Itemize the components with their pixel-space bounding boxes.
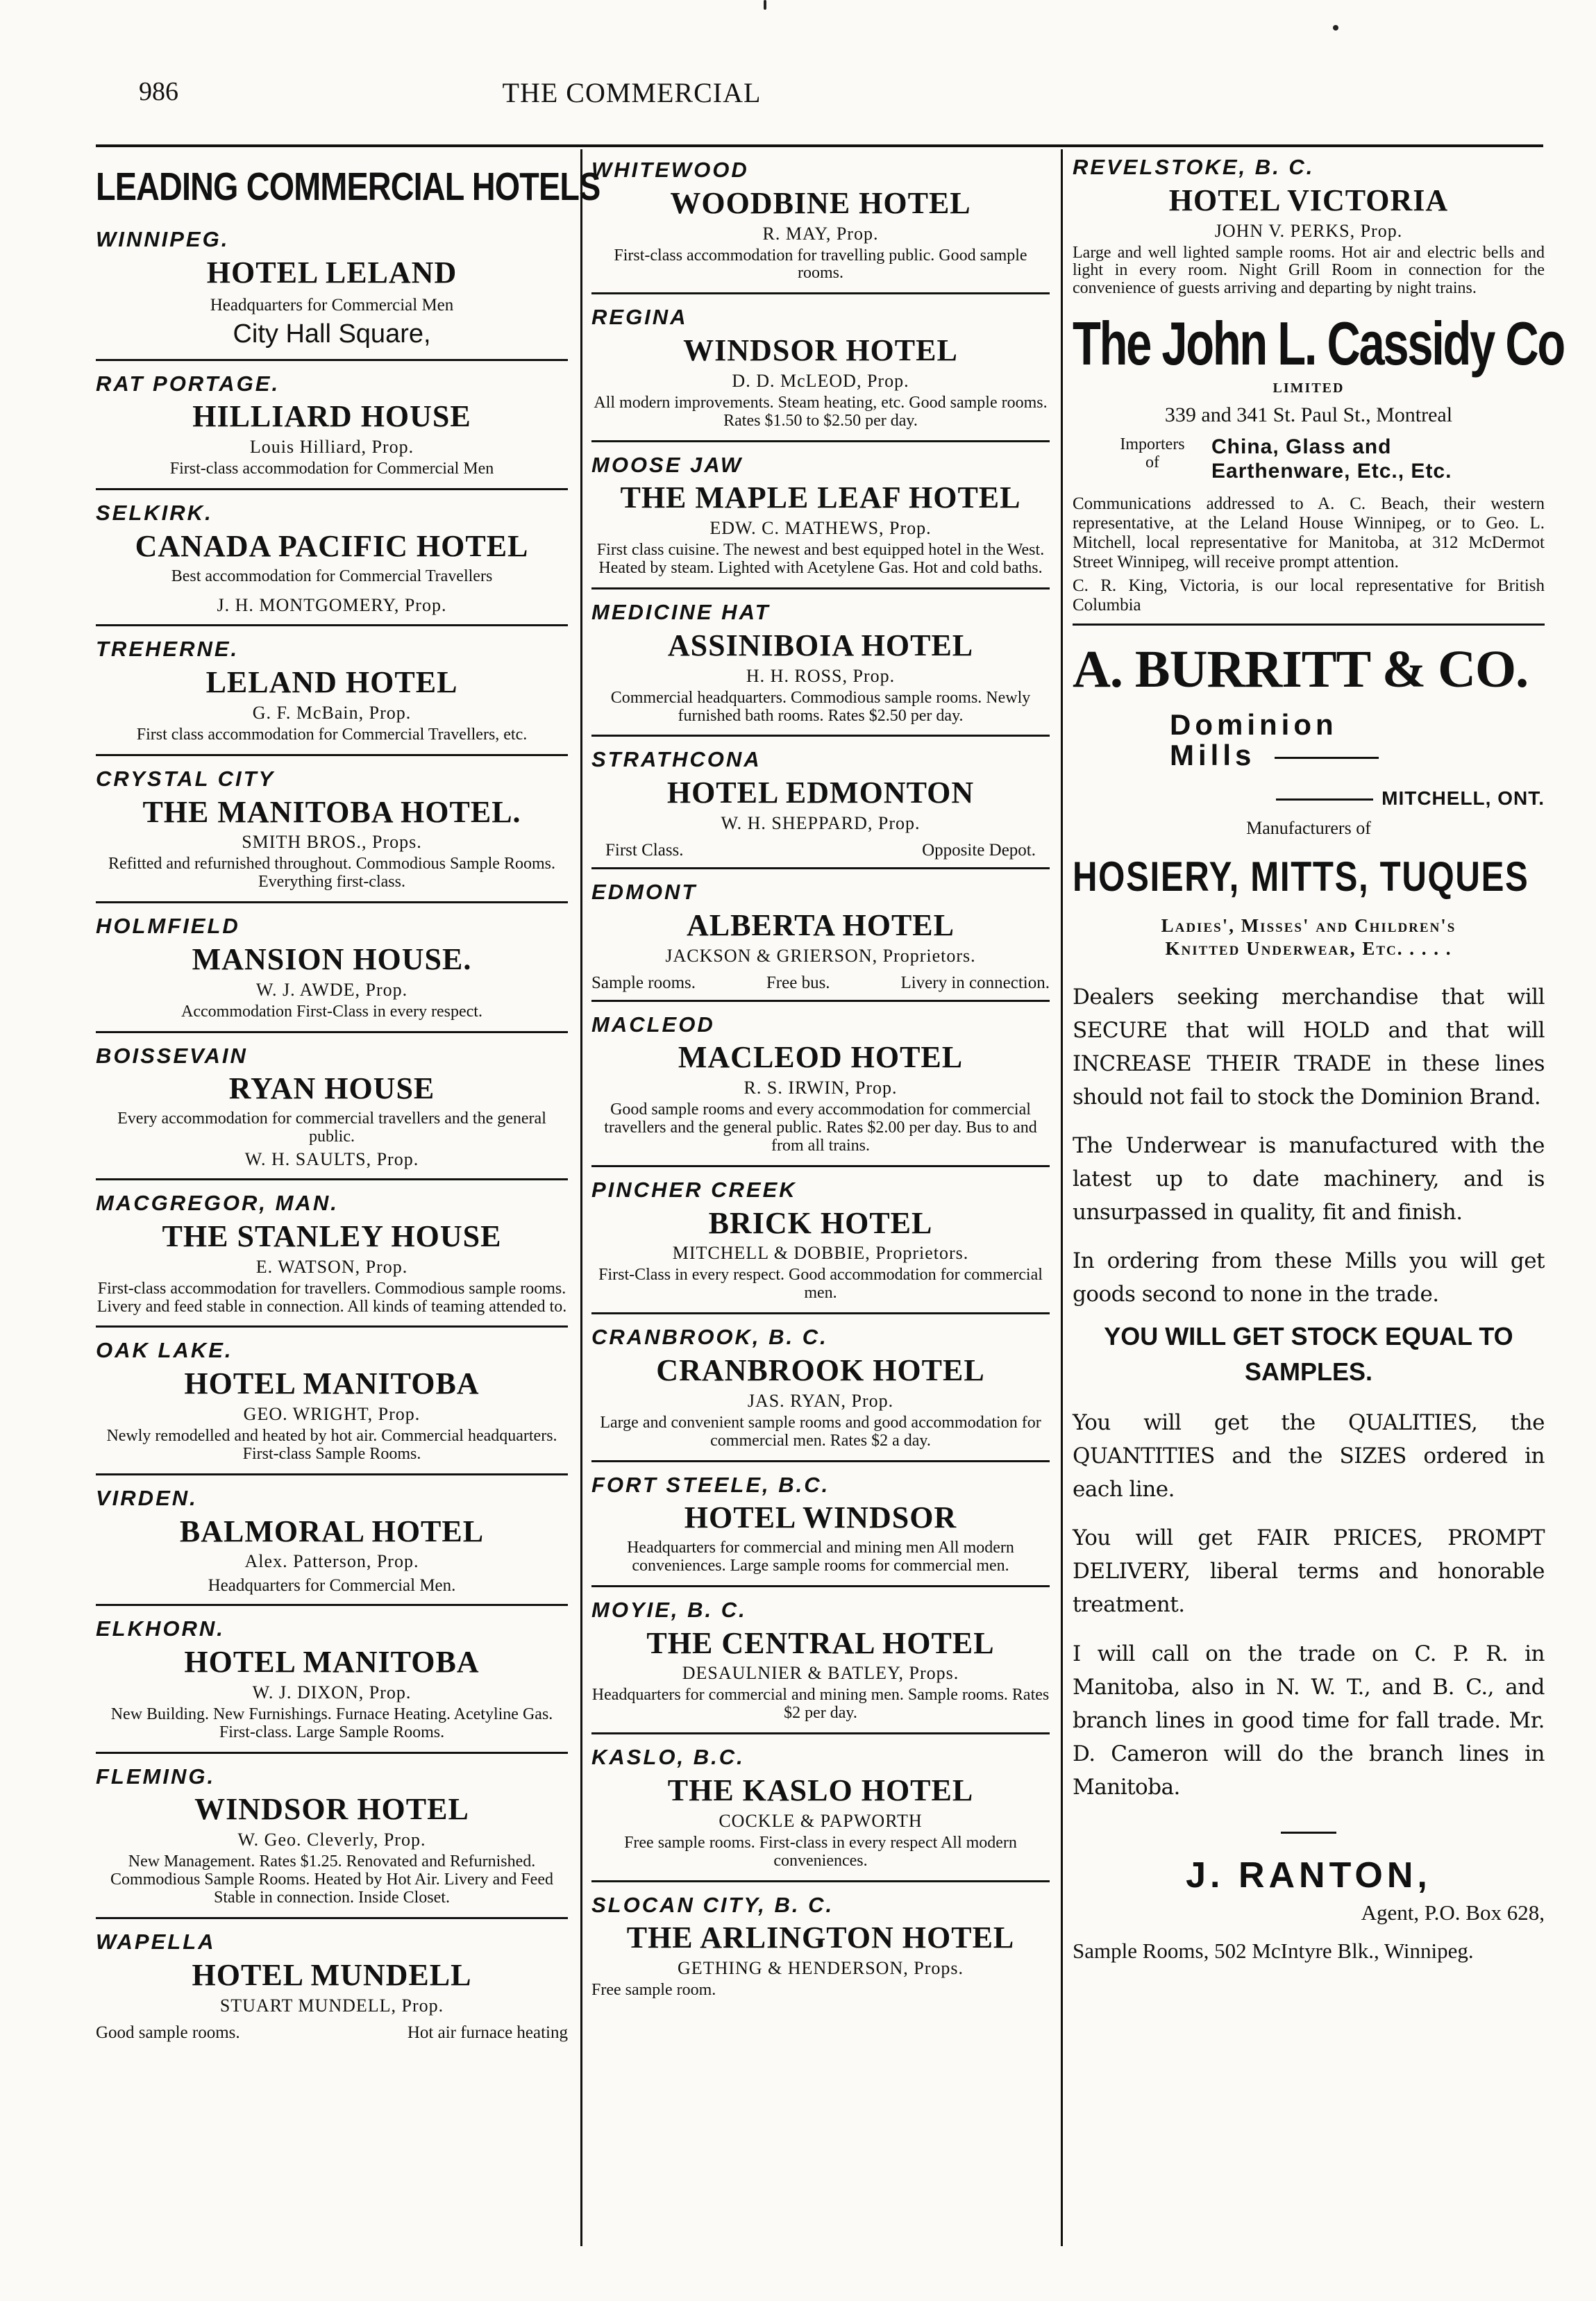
company-address: 339 and 341 St. Paul St., Montreal [1164, 403, 1453, 427]
hotel-listing [96, 1040, 568, 1180]
proprietor: MITCHELL & DOBBIE, Proprietors. [672, 1243, 969, 1264]
hotel-description: Every accommodation for commercial travellers and the general public. [117, 1110, 546, 1146]
proprietor: JACKSON & GRIERSON, Proprietors. [665, 945, 976, 966]
town-name: WAPELLA [96, 1929, 216, 1954]
page-header [139, 76, 1458, 118]
hotel-name: HOTEL MUNDELL [192, 1957, 472, 1992]
hotel-description: First-class accommodation for travellers. Commodious sample rooms. Livery and feed stable in connection. All kinds of teaming attended to. [96, 1279, 567, 1316]
proprietor: G. F. McBain, Prop. [252, 703, 412, 723]
hotel-name: THE CENTRAL HOTEL [646, 1625, 995, 1660]
importers-label: Importers of [1120, 435, 1185, 472]
goods-line: China, Glass and [1211, 435, 1392, 459]
hotel-description: Headquarters for commercial and mining men. Sample rooms. Rates $2 per day. [591, 1686, 1050, 1723]
town-name: RAT PORTAGE. [96, 371, 280, 396]
town-name: TREHERNE. [96, 637, 240, 662]
hotel-name: HOTEL LELAND [206, 255, 457, 290]
hotel-description: All modern improvements. Steam heating, etc. Good sample rooms. Rates $1.50 to $2.50 per day. [594, 393, 1048, 430]
hotel-listing [96, 1926, 568, 2050]
hotel-listing [591, 1469, 1050, 1587]
proprietor: W. J. DIXON, Prop. [252, 1682, 412, 1702]
hotel-address: City Hall Square, [233, 319, 431, 349]
proprietor: JAS. RYAN, Prop. [747, 1390, 894, 1411]
proprietor: R. MAY, Prop. [762, 223, 879, 244]
column-divider [1061, 149, 1063, 2246]
town-name: WHITEWOOD [591, 158, 749, 182]
town-name: REVELSTOKE, B. C. [1073, 155, 1315, 179]
proprietor: DESAULNIER & BATLEY, Props. [682, 1663, 959, 1684]
hotel-features [591, 968, 1050, 993]
agent-name: J. RANTON, [1186, 1855, 1431, 1896]
town-name: OAK LAKE. [96, 1338, 233, 1363]
hotel-name: RYAN HOUSE [228, 1071, 435, 1106]
hotel-listing [591, 1741, 1050, 1882]
header-rule [96, 144, 1543, 147]
feature-text: Sample rooms. [591, 973, 696, 992]
town-name: MACGREGOR, MAN. [96, 1191, 339, 1216]
hotel-name: HOTEL VICTORIA [1168, 183, 1449, 217]
town-name: SELKIRK. [96, 501, 213, 525]
hotel-name: HILLIARD HOUSE [192, 399, 471, 434]
burritt-advertisement [1073, 639, 1545, 1964]
hotel-listing [591, 449, 1050, 589]
location-text: MITCHELL, ONT. [1381, 787, 1545, 810]
hotel-listing [96, 763, 568, 903]
hotel-name: HOTEL EDMONTON [666, 776, 975, 810]
hotel-listing [96, 224, 568, 361]
advertisements-column [1073, 154, 1564, 1965]
feature-text: Livery in connection. [900, 973, 1050, 992]
proprietor: W. J. AWDE, Prop. [255, 979, 408, 1000]
ad-paragraph: In ordering from these Mills you will get goods second to none in the trade. [1073, 1248, 1545, 1307]
hotels-column-2 [591, 154, 1050, 2016]
ad-paragraph: I will call on the trade on C. P. R. in Manitoba, also in N. W. T., and B. C., and branch lines in good time for fall trade. Mr. D. Cameron will do the branch lines in Manitoba. [1073, 1641, 1545, 1800]
hotel-description: Refitted and refurnished throughout. Commodious Sample Rooms. Everything first-class. [108, 855, 555, 892]
manufacturers-label: Manufacturers of [1246, 818, 1371, 839]
hotel-description: First class accommodation for Commercial Travellers, etc. [136, 726, 528, 744]
hotel-name: CANADA PACIFIC HOTEL [135, 528, 529, 563]
sample-rooms-address: Sample Rooms, 502 McIntyre Blk., Winnipeg. [1073, 1938, 1474, 1963]
hotel-listing [96, 1613, 568, 1753]
goods-list [1211, 435, 1452, 483]
hotel-description: Headquarters for Commercial Men. [208, 1576, 456, 1596]
hotel-name: LELAND HOTEL [205, 665, 458, 700]
underwear-lines [1073, 914, 1545, 960]
hotel-listing [96, 1761, 568, 1919]
hotel-name: BRICK HOTEL [708, 1205, 933, 1240]
hotel-listing [591, 1174, 1050, 1314]
print-speck [764, 0, 766, 10]
town-name: HOLMFIELD [96, 914, 240, 939]
town-name: MEDICINE HAT [591, 600, 771, 625]
proprietor: GEO. WRIGHT, Prop. [243, 1403, 421, 1424]
town-name: REGINA [591, 305, 688, 330]
mills-line [1170, 740, 1545, 771]
hotel-name: ALBERTA HOTEL [687, 907, 955, 942]
hotel-name: MACLEOD HOTEL [678, 1040, 964, 1075]
agent-title: Agent, P.O. Box 628, [1361, 1900, 1545, 1925]
hotel-name: ASSINIBOIA HOTEL [667, 628, 974, 662]
feature-text: Good sample rooms. [96, 2023, 240, 2042]
town-name: PINCHER CREEK [591, 1177, 797, 1202]
proprietor: COCKLE & PAPWORTH [719, 1810, 923, 1831]
hotel-listing [96, 1334, 568, 1475]
town-name: WINNIPEG. [96, 227, 230, 251]
column-divider [580, 149, 582, 2246]
hotel-description: Best accommodation for Commercial Travellers [171, 567, 493, 585]
town-name: CRANBROOK, B. C. [591, 1325, 828, 1350]
page-number: 986 [139, 77, 178, 106]
company-location [1073, 787, 1545, 810]
hotel-description: First class cuisine. The newest and best equipped hotel in the West. Heated by steam. Lighted with Acetylene Gas. Hot and cold baths. [596, 541, 1045, 578]
proprietor: EDW. C. MATHEWS, Prop. [709, 518, 932, 539]
hotel-description: Free sample room. [591, 1981, 716, 2000]
underwear-line: Knitted Underwear, Etc. . . . . [1165, 937, 1452, 959]
ad-paragraph: You will get the QUALITIES, the QUANTITIES and the SIZES ordered in each line. [1073, 1410, 1545, 1503]
hotel-listing [591, 876, 1050, 1002]
town-name: MOOSE JAW [591, 452, 744, 477]
town-name: MACLEOD [591, 1012, 715, 1037]
hotel-name: BALMORAL HOTEL [179, 1514, 485, 1548]
proprietor: W. H. SAULTS, Prop. [244, 1149, 419, 1170]
hotel-listing [96, 1482, 568, 1607]
hotel-name: WOODBINE HOTEL [670, 185, 971, 220]
rule-dash [1276, 798, 1373, 801]
hotel-listing [591, 744, 1050, 869]
proprietor: W. Geo. Cleverly, Prop. [237, 1830, 426, 1850]
stock-callout: YOU WILL GET STOCK EQUAL TO SAMPLES. [1104, 1322, 1513, 1386]
print-speck [1333, 25, 1338, 31]
hotel-features [591, 835, 1050, 860]
hotel-name: THE KASLO HOTEL [667, 1773, 974, 1807]
hotel-description: New Management. Rates $1.25. Renovated and Refurnished. Commodious Sample Rooms. Heated by Hot Air. Livery and Feed Stable in connection. Inside Closet. [110, 1852, 553, 1907]
ad-paragraph: The Underwear is manufactured with the latest up to date machinery, and is unsurpassed in quality, fit and finish. [1073, 1133, 1545, 1225]
proprietor: W. H. SHEPPARD, Prop. [721, 812, 921, 833]
proprietor: J. H. MONTGOMERY, Prop. [217, 595, 447, 616]
hotel-listing [1073, 154, 1545, 298]
hotel-listing [96, 633, 568, 755]
hotel-description: New Building. New Furnishings. Furnace Heating. Acetyline Gas. First-class. Large Sample Rooms. [110, 1705, 553, 1741]
products-heading: HOSIERY, MITTS, TUQUES [1073, 853, 1529, 901]
town-name: FLEMING. [96, 1764, 216, 1789]
proprietor: Alex. Patterson, Prop. [244, 1551, 419, 1572]
town-name: SLOCAN CITY, B. C. [591, 1892, 834, 1917]
hotel-name: HOTEL MANITOBA [184, 1366, 480, 1401]
hotel-description: Large and convenient sample rooms and good accommodation for commercial men. Rates $2 a day. [600, 1413, 1041, 1450]
cassidy-advertisement [1073, 309, 1564, 615]
feature-text: Free bus. [766, 973, 830, 992]
short-divider [1281, 1832, 1336, 1834]
town-name: BOISSEVAIN [96, 1043, 248, 1068]
hotel-name: HOTEL MANITOBA [184, 1645, 480, 1680]
hotel-name: THE MAPLE LEAF HOTEL [620, 480, 1021, 515]
hotel-description: Headquarters for Commercial Men [210, 295, 454, 315]
hotel-description: Free sample rooms. First-class in every respect All modern conveniences. [624, 1833, 1017, 1870]
goods-line: Earthenware, Etc., Etc. [1211, 459, 1452, 483]
feature-text: Opposite Depot. [922, 840, 1036, 860]
hotel-description: Commercial headquarters. Commodious sample rooms. Newly furnished bath rooms. Rates $2.50 per day. [610, 688, 1031, 725]
hotel-description: Headquarters for commercial and mining men All modern conveniences. Large sample rooms for commercial men. [627, 1539, 1014, 1575]
hotel-name: MANSION HOUSE. [192, 942, 472, 977]
hotel-listing [591, 1889, 1050, 2009]
town-name: EDMONT [591, 879, 698, 904]
town-name: ELKHORN. [96, 1616, 225, 1641]
town-name: FORT STEELE, B.C. [591, 1472, 830, 1497]
proprietor: SMITH BROS., Props. [242, 832, 422, 853]
hotel-listing [96, 910, 568, 1032]
hotel-name: WINDSOR HOTEL [194, 1792, 469, 1827]
representative-note: C. R. King, Victoria, is our local representative for British Columbia [1073, 576, 1545, 615]
hotel-listing [96, 368, 568, 490]
company-limited: LIMITED [1272, 380, 1345, 396]
hotel-listing [591, 1009, 1050, 1167]
hotel-listing [591, 596, 1050, 737]
mills-line-text: Mills [1170, 739, 1256, 772]
hotel-listing [591, 1594, 1050, 1734]
hotel-name: THE ARLINGTON HOTEL [626, 1921, 1015, 1955]
proprietor: R. S. IRWIN, Prop. [744, 1078, 898, 1098]
underwear-line: Ladies', Misses' and Children's [1161, 915, 1456, 937]
ad-paragraph: You will get FAIR PRICES, PROMPT DELIVERY, liberal terms and honorable treatment. [1073, 1525, 1545, 1618]
arrow-icon [1275, 757, 1379, 759]
town-name: KASLO, B.C. [591, 1745, 745, 1770]
hotel-listing [591, 301, 1050, 442]
feature-text: Hot air furnace heating [407, 2023, 568, 2042]
hotel-name: HOTEL WINDSOR [684, 1500, 957, 1535]
hotel-listing [591, 1321, 1050, 1462]
hotel-description: Large and well lighted sample rooms. Hot air and electric bells and light in every room. Night Grill Room in connection for the convenience of guests arriving and departing by night trains. [1073, 243, 1545, 298]
hotels-column-1 [96, 154, 600, 2057]
hotel-description: First-class accommodation for Commercial Men [169, 460, 494, 478]
communication-note: Communications addressed to A. C. Beach, their western representative, at the Leland House Winnipeg, or to Geo. L. Mitchell, local representative for Manitoba, at 312 McDermot Street Winnipeg, will receive prompt attention. [1073, 494, 1545, 572]
proprietor: STUART MUNDELL, Prop. [219, 1995, 444, 2016]
hotel-name: CRANBROOK HOTEL [656, 1353, 985, 1387]
proprietor: H. H. ROSS, Prop. [746, 665, 896, 686]
hotel-name: THE MANITOBA HOTEL. [142, 794, 521, 829]
hotel-name: THE STANLEY HOUSE [162, 1219, 502, 1253]
hotel-description: Accommodation First-Class in every respect. [181, 1002, 482, 1021]
hotel-listing [96, 1187, 568, 1328]
mills-line: Dominion [1170, 708, 1338, 742]
ad-separator [1073, 624, 1545, 626]
proprietor: E. WATSON, Prop. [255, 1256, 408, 1277]
proprietor: Louis Hilliard, Prop. [249, 437, 414, 458]
hotel-listing [96, 497, 568, 626]
ad-paragraph: Dealers seeking merchandise that will SECURE that will HOLD and that will INCREASE THEIR TRADE in these lines should not fail to stock the Dominion Brand. [1073, 985, 1545, 1110]
town-name: STRATHCONA [591, 747, 762, 772]
hotel-description: Good sample rooms and every accommodation for commercial travellers and the general public. Rates $2.00 per day. Bus to and from all trains. [604, 1101, 1037, 1155]
section-heading: LEADING COMMERCIAL HOTELS [96, 165, 600, 209]
proprietor: JOHN V. PERKS, Prop. [1214, 220, 1403, 241]
hotel-name: WINDSOR HOTEL [683, 333, 958, 368]
hotel-description: Newly remodelled and heated by hot air. Commercial headquarters. First-class Sample Rooms. [106, 1426, 557, 1463]
journal-title: THE COMMERCIAL [502, 77, 762, 108]
feature-text: First Class. [605, 840, 684, 860]
hotel-features [96, 2018, 568, 2043]
proprietor: D. D. McLEOD, Prop. [732, 370, 909, 391]
company-name: The John L. Cassidy Co [1073, 309, 1564, 378]
town-name: VIRDEN. [96, 1485, 198, 1510]
importers-block [1114, 435, 1545, 483]
town-name: MOYIE, B. C. [591, 1597, 747, 1622]
hotel-listing [591, 154, 1050, 294]
hotel-description: First-class accommodation for travelling public. Good sample rooms. [614, 246, 1027, 283]
mills-name [1170, 710, 1545, 771]
town-name: CRYSTAL CITY [96, 766, 276, 791]
company-name: A. BURRITT & CO. [1073, 640, 1529, 699]
hotel-description: First-Class in every respect. Good accommodation for commercial men. [598, 1266, 1043, 1303]
proprietor: GETHING & HENDERSON, Props. [678, 1958, 964, 1979]
